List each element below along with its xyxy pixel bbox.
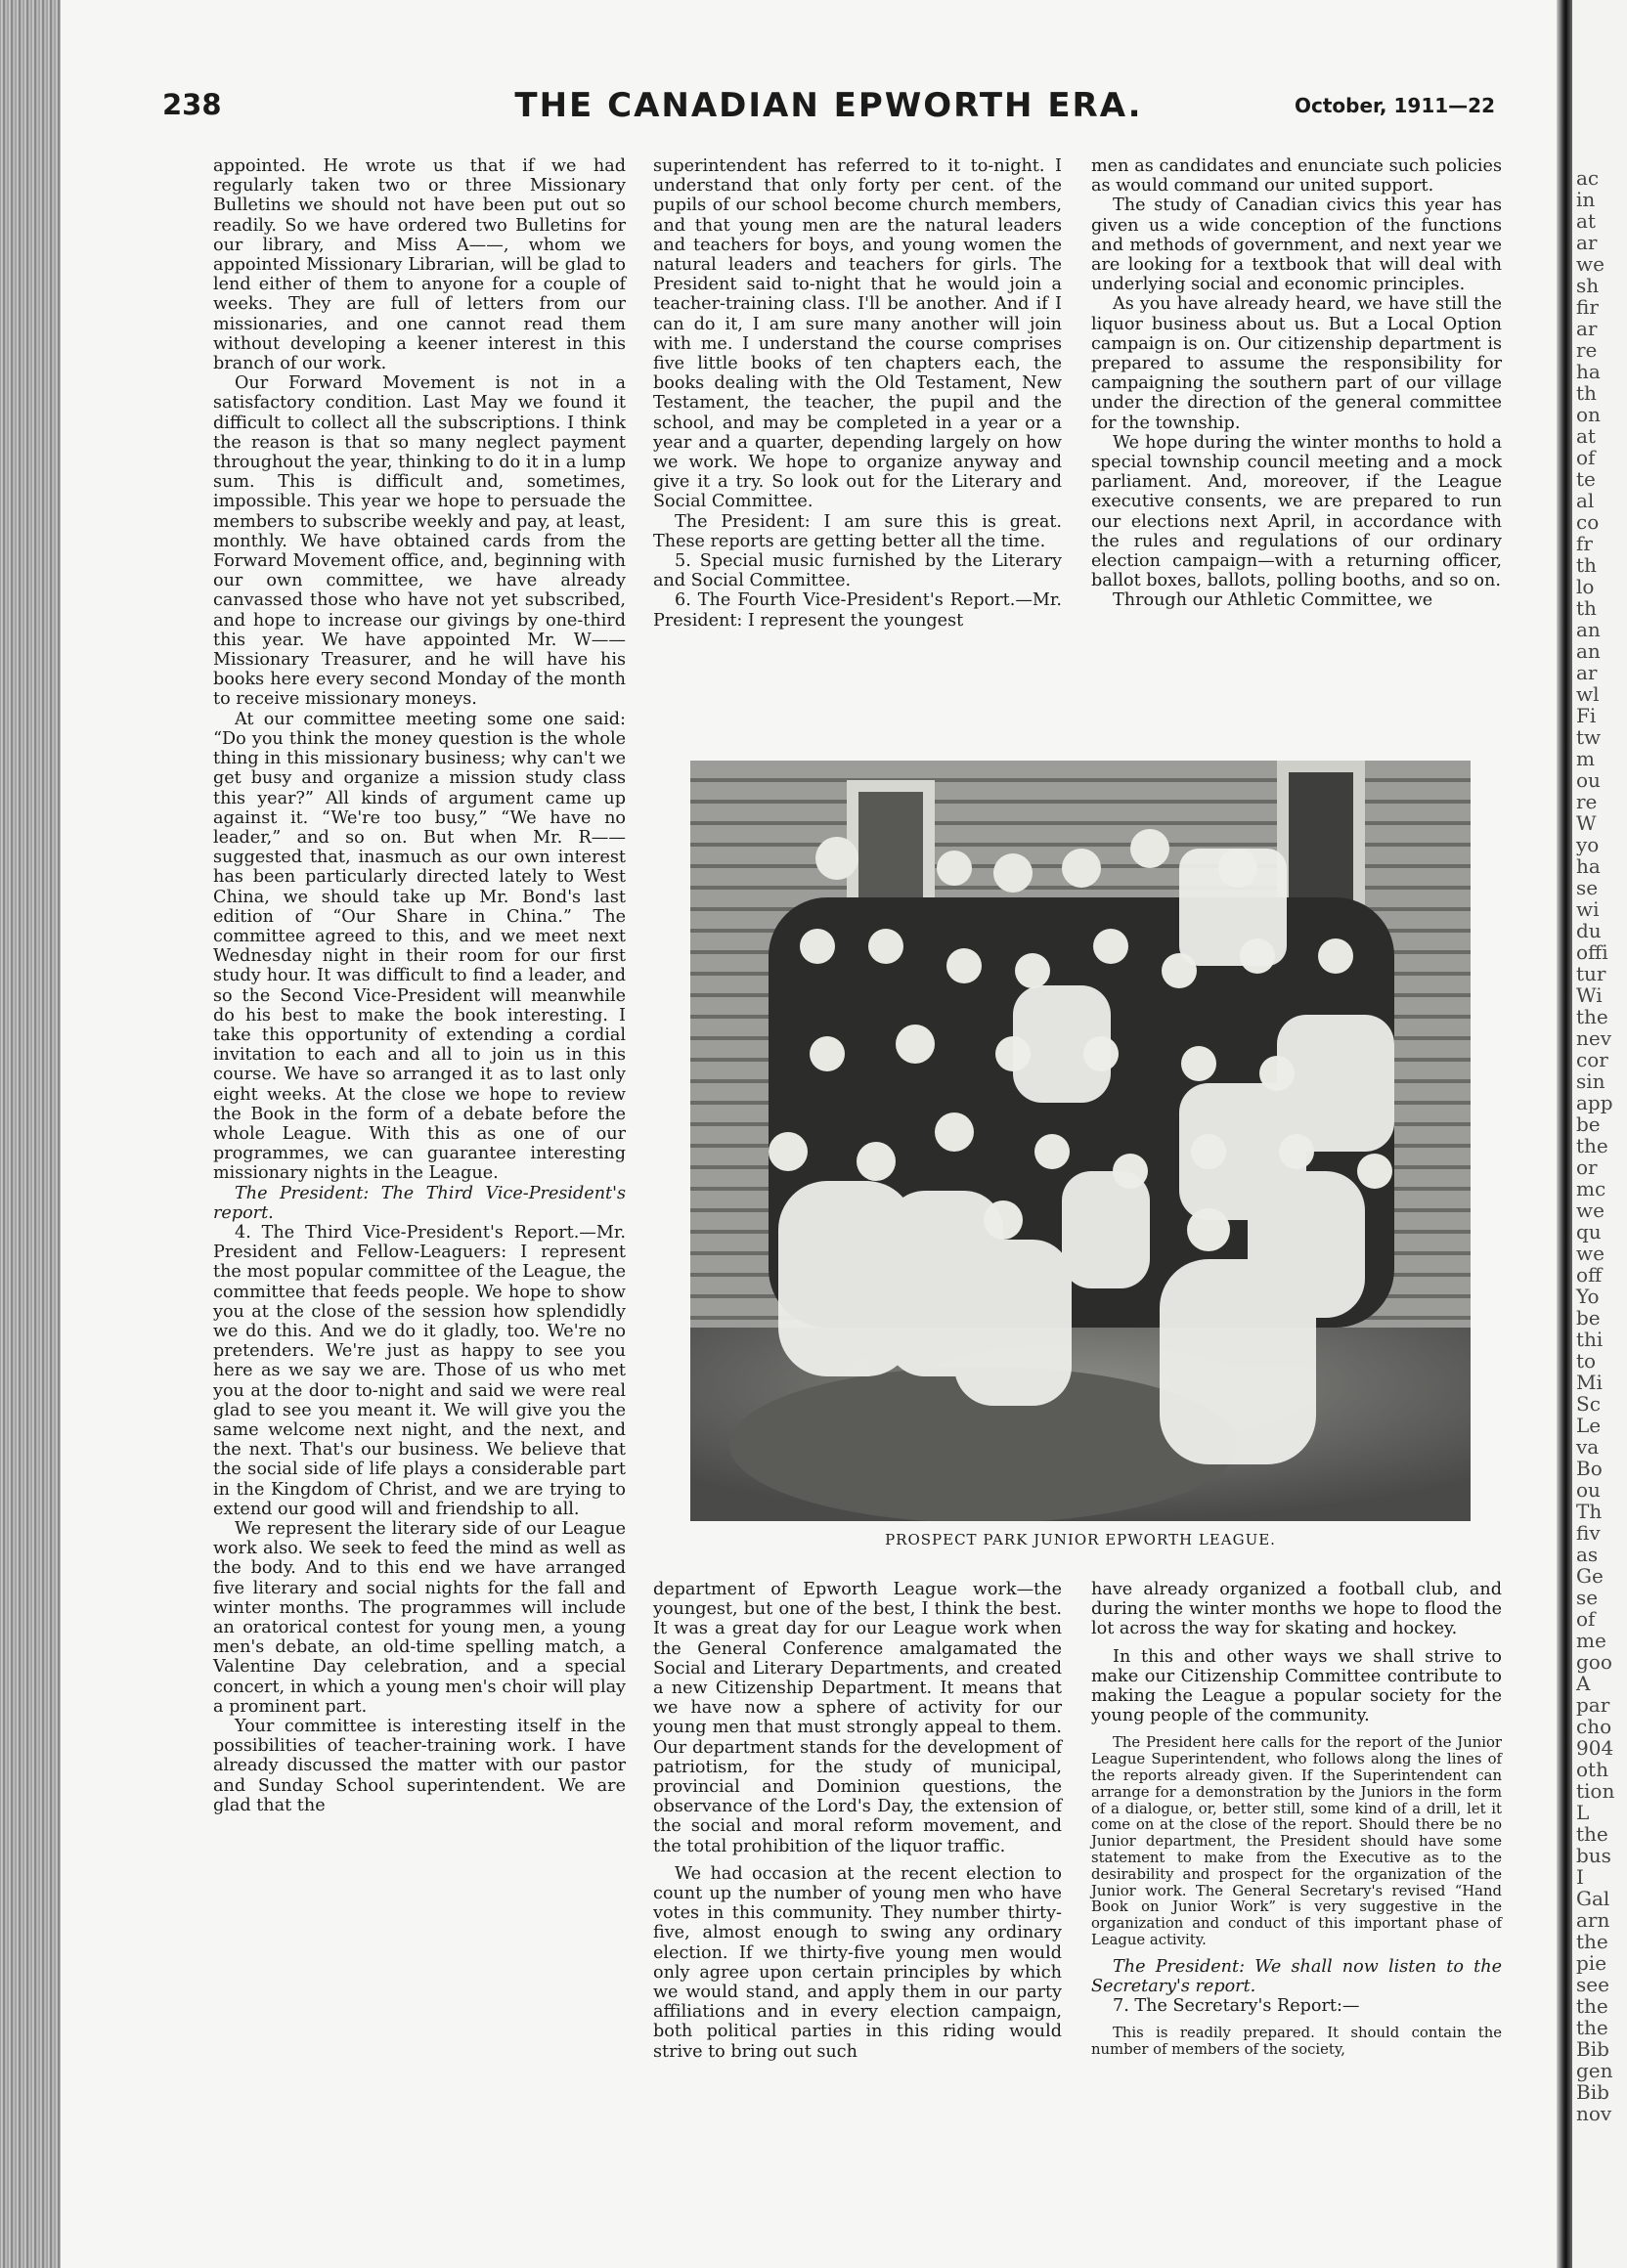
adjacent-page-text: fir <box>1576 295 1599 319</box>
paragraph: As you have already heard, we have still the liquor business about us. But a Local Option campaign is on. Our citizenship department is prepared to assume the responsibility for campaigning the southern part of our village under the direction of the general committee for the township. <box>1091 294 1502 433</box>
adjacent-page-text: yo <box>1576 833 1600 856</box>
adjacent-page-text: fr <box>1576 532 1593 555</box>
paragraph: superintendent has referred to it to-night. I understand that only forty per cent. of the pupils of our school become church members, and that young men are the natural leaders and teachers for boys, and young women the natural leaders and teachers for girls. The President said to-night that he would join a teacher-training class. I'll be another. And if I can do it, I am sure many another will join with me. I understand the course comprises five little books of ten chapters each, the books dealing with the Old Testament, New Testament, the teacher, the pupil and the school, and may be completed in a year or a year and a quarter, depending largely on how we work. We hope to organize anyway and give it a try. So look out for the Literary and Social Committee. <box>653 156 1062 512</box>
adjacent-page-text: Sc <box>1576 1392 1601 1416</box>
adjacent-page-text: see <box>1576 1973 1609 1996</box>
issue-date: October, 1911—22 <box>1294 94 1495 117</box>
paragraph: Your committee is interesting itself in the possibilities of teacher-training work. I have already discussed the matter with our pastor and Sunday School superintendent. We are glad that the <box>213 1717 626 1815</box>
adjacent-page-text: the <box>1576 1005 1608 1028</box>
photo-image <box>690 761 1471 1521</box>
adjacent-page-text: we <box>1576 1242 1605 1265</box>
page-number: 238 <box>162 88 222 121</box>
adjacent-page-text: we <box>1576 252 1605 276</box>
adjacent-page-text: Gal <box>1576 1887 1610 1910</box>
paragraph: At our committee meeting some one said: “Do you think the money question is the whole thing in this missionary business; why can't we get busy and organize a mission study class this year?” All kinds of argument came up against it. “We're too busy,” “We have no leader,” and so on. But when Mr. R—— suggested that, inasmuch as our own interest has been particularly directed lately to West China, we should take up Mr. Bond's last edition of “Our Share in China.” The committee agreed to this, and we meet next Wednesday night in their room for our first study hour. It was difficult to find a leader, and so the Second Vice-President will meanwhile do his best to make the book interesting. I take this opportunity of extending a cordial invitation to each and all to join us in this course. We have so arranged it as to last only eight weeks. At the close we hope to review the Book in the form of a debate before the whole League. With this as one of our programmes, we can guarantee interesting missionary nights in the League. <box>213 709 626 1184</box>
adjacent-page-text: at <box>1576 424 1596 448</box>
adjacent-page-text: 904 <box>1576 1736 1614 1760</box>
photo-caption: PROSPECT PARK JUNIOR EPWORTH LEAGUE. <box>885 1531 1276 1548</box>
adjacent-page-text: tw <box>1576 725 1602 749</box>
adjacent-page-text: oth <box>1576 1758 1608 1781</box>
paragraph: men as candidates and enunciate such policies as would command our united support. <box>1091 156 1502 196</box>
adjacent-page-text: Le <box>1576 1414 1602 1437</box>
adjacent-page-text: th <box>1576 381 1597 405</box>
editorial-note: The President here calls for the report of the Junior League Superintendent, who follows along the lines of the reports already given. If the Superintendent can arrange for a demonstration by the Juniors in the form of a dialogue, or, better still, some kind of a drill, let it come on at the close of the report. Should there be no Junior department, the President should have some statement to make from the Executive as to the desirability and prospect for the organization of the Junior work. The General Secretary's revised “Hand Book on Junior Work” is very suggestive in the organization and conduct of this important phase of League activity. <box>1091 1734 1502 1948</box>
adjacent-page-text: the <box>1576 1994 1608 2018</box>
adjacent-page-text: Bib <box>1576 2037 1609 2061</box>
adjacent-page-text: Th <box>1576 1500 1603 1523</box>
adjacent-page-text: thi <box>1576 1328 1604 1351</box>
adjacent-page-text: me <box>1576 1629 1606 1652</box>
adjacent-page-text: ar <box>1576 231 1598 254</box>
adjacent-page-text: be <box>1576 1306 1601 1330</box>
adjacent-page-text: tion <box>1576 1779 1615 1803</box>
paragraph: Our Forward Movement is not in a satisfactory condition. Last May we found it difficult to collect all the subscriptions. I think the reason is that so many neglect payment throughout the year, thinking to do it in a lump sum. This is difficult and, sometimes, impossible. This year we hope to persuade the members to subscribe weekly and pay, at least, monthly. We have obtained cards from the Forward Movement office, and, beginning with our own committee, we have already canvassed those who have not yet subscribed, and hope to increase our givings by one-third this year. We have appointed Mr. W—— Missionary Treasurer, and he will have his books here every second Monday of the month to receive missionary moneys. <box>213 373 626 710</box>
book-page-edges <box>0 0 61 2268</box>
adjacent-page-text: be <box>1576 1112 1601 1136</box>
adjacent-page-text: we <box>1576 1199 1605 1222</box>
page-header <box>162 86 1495 133</box>
paragraph: have already organized a football club, and during the winter months we hope to flood the lot across the way for skating and hockey. <box>1091 1580 1502 1639</box>
adjacent-page-text: the <box>1576 1134 1608 1157</box>
adjacent-page-text: offi <box>1576 940 1608 964</box>
adjacent-page-text: te <box>1576 467 1596 491</box>
publication-title: THE CANADIAN EPWORTH ERA. <box>514 86 1143 125</box>
adjacent-page-text: Ge <box>1576 1564 1604 1588</box>
adjacent-page-text: Bo <box>1576 1457 1603 1480</box>
paragraph: appointed. He wrote us that if we had regularly taken two or three Missionary Bulletins we should not have been put out so readily. So we have ordered two Bulletins for our library, and Miss A——, whom we appointed Missionary Librarian, will be glad to lend either of them to anyone for a couple of weeks. They are full of letters from our missionaries, and one cannot read them without developing a keener interest in this branch of our work. <box>213 156 626 374</box>
adjacent-page-text: Bib <box>1576 2080 1609 2104</box>
adjacent-page-text: sin <box>1576 1069 1605 1093</box>
adjacent-page-text: th <box>1576 553 1597 577</box>
adjacent-page-text: L <box>1576 1801 1590 1824</box>
paragraph: The President: The Third Vice-President's report. <box>213 1183 626 1223</box>
adjacent-page-text: the <box>1576 1930 1608 1953</box>
paragraph: 5. Special music furnished by the Literary and Social Committee. <box>653 551 1062 591</box>
adjacent-page-text: cor <box>1576 1048 1608 1071</box>
adjacent-page-text: of <box>1576 446 1596 469</box>
adjacent-page-text: Fi <box>1576 704 1597 727</box>
adjacent-page-text: an <box>1576 618 1601 641</box>
adjacent-page-text: nev <box>1576 1026 1612 1050</box>
adjacent-page-text: Mi <box>1576 1371 1603 1394</box>
paragraph: We had occasion at the recent election to count up the number of young men who have votes in this community. They number thirty-five, almost enough to swing any ordinary election. If we thirty-five young men would only agree upon certain principles by which we would stand, and apply them in our party affiliations and in every election campaign, both political parties in this riding would strive to bring out such <box>653 1863 1062 2062</box>
paragraph: We represent the literary side of our League work also. We seek to feed the mind as well as the body. And to this end we have arranged five literary and social nights for the fall and winter months. The programmes will include an oratorical contest for young men, a young men's debate, an old-time spelling match, a Valentine Day celebration, and a special concert, in which a young men's choir will play a prominent part. <box>213 1519 626 1717</box>
adjacent-page-text: as <box>1576 1543 1599 1566</box>
group-photograph <box>690 761 1471 1521</box>
adjacent-page-text: sh <box>1576 274 1600 297</box>
paragraph: In this and other ways we shall strive to make our Citizenship Committee contribute to making the League a popular society for the young people of the community. <box>1091 1646 1502 1726</box>
paragraph: The President: I am sure this is great. These reports are getting better all the time. <box>653 511 1062 551</box>
adjacent-page-text: re <box>1576 790 1598 813</box>
adjacent-page-text: mc <box>1576 1177 1606 1200</box>
column-2-bottom <box>653 1580 1062 2062</box>
adjacent-page-text: the <box>1576 1822 1608 1846</box>
adjacent-page-text: gen <box>1576 2059 1613 2082</box>
adjacent-page-text: ha <box>1576 360 1601 383</box>
adjacent-page-text: A <box>1576 1672 1591 1695</box>
adjacent-page-text: on <box>1576 403 1601 426</box>
paragraph: Through our Athletic Committee, we <box>1113 590 1433 611</box>
adjacent-page-text: se <box>1576 876 1599 899</box>
paragraph: 6. The Fourth Vice-President's Report.—Mr. President: I represent the youngest <box>653 590 1062 631</box>
adjacent-page-text: at <box>1576 209 1596 233</box>
adjacent-page-text: nov <box>1576 2102 1612 2125</box>
adjacent-page-text: se <box>1576 1586 1599 1609</box>
adjacent-page-text: ar <box>1576 317 1598 340</box>
adjacent-page-text: I <box>1576 1865 1584 1889</box>
column-3-top <box>1091 156 1502 611</box>
adjacent-page-text: al <box>1576 489 1595 512</box>
adjacent-page-text: of <box>1576 1607 1596 1631</box>
adjacent-page-text: par <box>1576 1693 1610 1717</box>
adjacent-page-text: wl <box>1576 682 1600 706</box>
adjacent-page-text: fiv <box>1576 1521 1601 1545</box>
photo-illustration <box>690 761 1471 1521</box>
paragraph: department of Epworth League work—the youngest, but one of the best, I think the best. It was a great day for our League work when the General Conference amalgamated the Social and Literary Departments, and created a new Citizenship Department. It means that we have now a sphere of activity for our young men that must strongly appeal to them. Our department stands for the development of patriotism, for the study of municipal, provincial and Dominion questions, the observance of the Lord's Day, the extension of the social and moral reform movement, and the total prohibition of the liquor traffic. <box>653 1580 1062 1856</box>
adjacent-page-text: m <box>1576 747 1595 770</box>
paragraph: 7. The Secretary's Report:— <box>1113 1996 1360 2017</box>
adjacent-page-fragment <box>1572 0 1627 2268</box>
adjacent-page-text: the <box>1576 2016 1608 2039</box>
adjacent-page-text: or <box>1576 1156 1598 1179</box>
adjacent-page-text: re <box>1576 338 1598 362</box>
adjacent-page-text: Yo <box>1576 1285 1600 1308</box>
adjacent-page-text: wi <box>1576 897 1600 921</box>
adjacent-page-text: to <box>1576 1349 1597 1373</box>
column-1 <box>213 156 626 1815</box>
adjacent-page-text: ac <box>1576 166 1600 190</box>
adjacent-page-text: co <box>1576 510 1600 534</box>
adjacent-page-text: bus <box>1576 1844 1611 1867</box>
adjacent-page-text: du <box>1576 919 1602 942</box>
adjacent-page-text: off <box>1576 1263 1603 1287</box>
adjacent-page-text: goo <box>1576 1650 1612 1674</box>
adjacent-page-text: arn <box>1576 1908 1610 1932</box>
adjacent-page-text: va <box>1576 1435 1600 1459</box>
paragraph: This is readily prepared. It should contain the number of members of the society, <box>1091 2025 1502 2059</box>
adjacent-page-text: th <box>1576 596 1597 620</box>
column-3-bottom <box>1091 1580 1502 2059</box>
adjacent-page-text: ar <box>1576 661 1598 684</box>
paragraph: The President: We shall now listen to the Secretary's report. <box>1091 1956 1502 1996</box>
adjacent-page-text: ha <box>1576 854 1601 878</box>
book-gutter <box>1557 0 1572 2268</box>
adjacent-page-text: app <box>1576 1091 1613 1114</box>
paragraph: The study of Canadian civics this year has given us a wide conception of the functions and methods of government, and next year we are looking for a textbook that will deal with underlying social and economic principles. <box>1091 196 1502 295</box>
paragraph: We hope during the winter months to hold a special township council meeting and a mock parliament. And, moreover, if the League executive consents, we are prepared to run our elections next April, in accordance with the rules and regulations of our ordinary election campaign—with a returning officer, ballot boxes, ballots, polling booths, and so on. <box>1091 432 1502 591</box>
adjacent-page-text: pie <box>1576 1951 1607 1975</box>
adjacent-page-text: in <box>1576 188 1596 211</box>
paragraph: 4. The Third Vice-President's Report.—Mr. President and Fellow-Leaguers: I represent the most popular committee of the League, the committee that feeds people. We hope to show you at the close of the session how splendidly we do this. And we do it gladly, too. We're no pretenders. We're just as happy to see you here as we say we are. Those of us who met you at the door to-night and said we were real glad to see you meant it. We will give you the same welcome next night, and the next, and the next. That's our business. We believe that the social side of life plays a considerable part in the Kingdom of Christ, and we are trying to extend our good will and friendship to all. <box>213 1222 626 1519</box>
column-2-top <box>653 156 1062 631</box>
adjacent-page-text: qu <box>1576 1220 1602 1243</box>
adjacent-page-text: ou <box>1576 768 1601 792</box>
adjacent-page-text: W <box>1576 811 1597 835</box>
adjacent-page-text: an <box>1576 639 1601 663</box>
adjacent-page-text: Wi <box>1576 983 1603 1007</box>
adjacent-page-text: ou <box>1576 1478 1601 1502</box>
adjacent-page-text: tur <box>1576 962 1606 985</box>
adjacent-page-text: cho <box>1576 1715 1612 1738</box>
adjacent-page-text: lo <box>1576 575 1595 598</box>
